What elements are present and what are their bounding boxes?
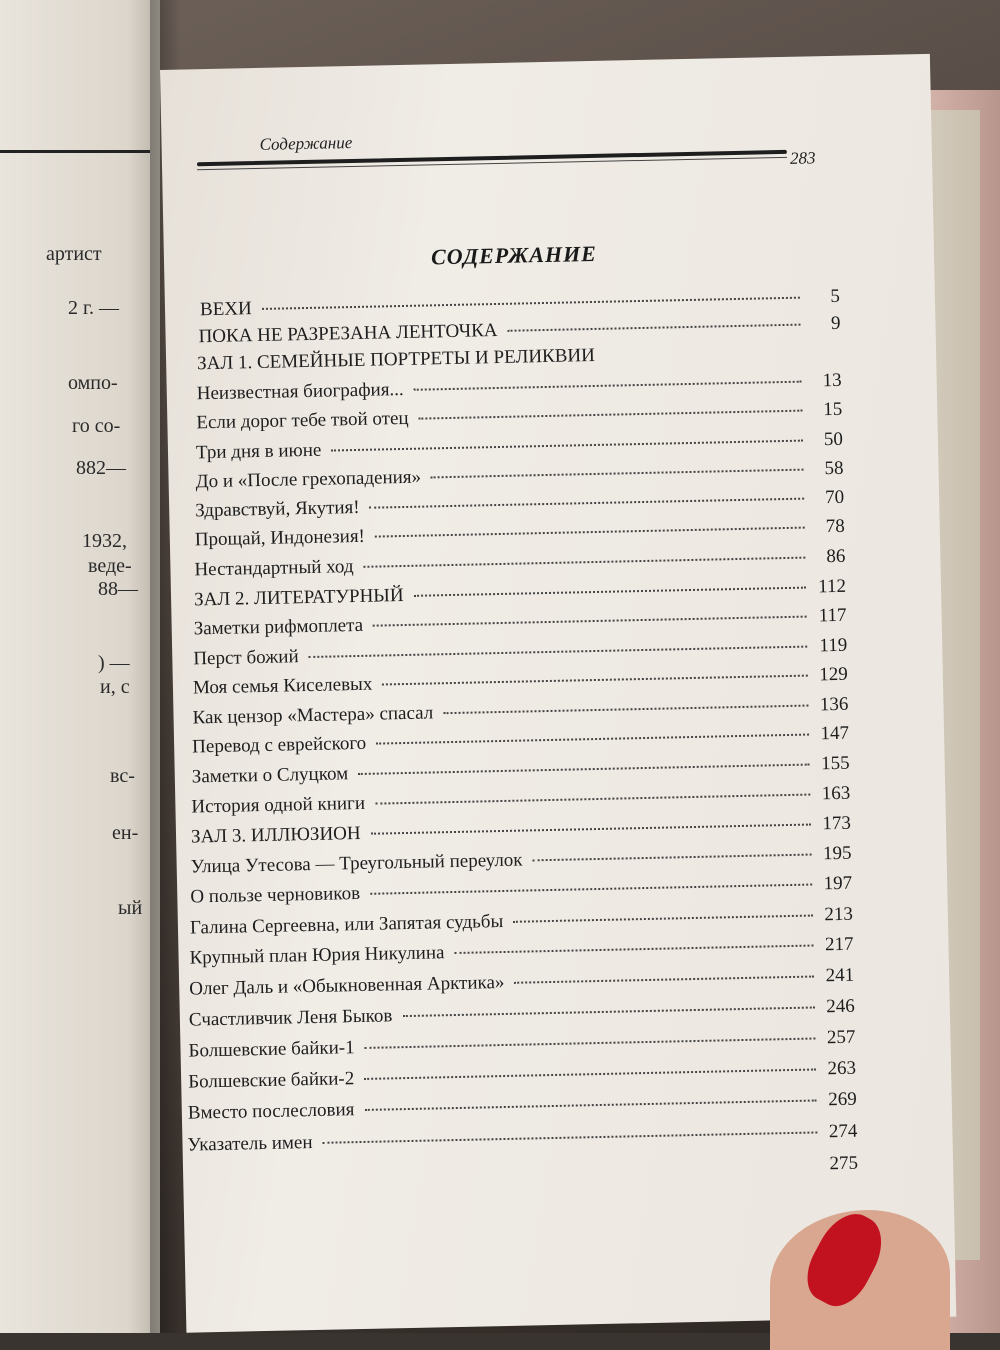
toc-entry-page: 117: [818, 604, 847, 627]
toc-leader-dots: [364, 1099, 816, 1110]
left-fragment: артист: [46, 243, 102, 265]
toc-entry-page: 269: [827, 1088, 857, 1111]
toc-leader-dots: [262, 297, 800, 310]
toc-entry-page: 112: [817, 575, 847, 598]
toc-entry-page: 246: [826, 995, 855, 1018]
left-fragment: омпо-: [68, 372, 118, 394]
toc-leader-dots: [443, 705, 808, 715]
toc-leader-dots: [370, 498, 805, 509]
toc-trailing-page: 275: [829, 1152, 859, 1175]
left-fragment: го со-: [72, 415, 121, 437]
toc-entry-title: Прощай, Индонезия!: [194, 525, 366, 551]
toc-entry-page: 257: [826, 1026, 856, 1049]
toc-entry-page: 13: [822, 369, 842, 392]
right-page: [160, 54, 956, 1333]
toc-entry-page: 129: [819, 663, 849, 686]
left-page: [0, 0, 160, 1333]
toc-entry-title: Моя семья Киселевых: [192, 673, 373, 699]
toc-leader-dots: [414, 587, 806, 597]
toc-entry-title: Три дня в июне: [195, 439, 322, 464]
toc-entry-page: 173: [822, 812, 852, 835]
toc-entry-page: 78: [825, 515, 845, 538]
toc-entry-title: ВЕХИ: [199, 298, 252, 321]
left-fragment: ен-: [112, 822, 139, 844]
toc-entry-title: Болшевские байки-1: [188, 1037, 355, 1062]
toc-leader-dots: [309, 646, 808, 658]
toc-entry-title: Заметки о Слуцком: [191, 763, 349, 788]
toc-entry-page: 5: [830, 285, 841, 308]
toc-entry-page: 195: [822, 842, 852, 865]
toc-entry-page: 86: [826, 545, 846, 568]
toc-leader-dots: [375, 527, 805, 538]
toc-entry-title: Перевод с еврейского: [191, 732, 367, 758]
toc-leader-dots: [431, 469, 804, 479]
toc-entry-page: 147: [820, 722, 850, 745]
toc-entry-title: Как цензор «Мастера» спасал: [192, 702, 434, 729]
toc-leader-dots: [419, 410, 803, 420]
toc-entry-page: 241: [825, 964, 855, 987]
toc-entry-page: 50: [823, 428, 844, 451]
toc-entry-title: История одной книги: [191, 792, 366, 818]
toc-leader-dots: [514, 976, 814, 984]
toc-entry-page: 136: [819, 693, 849, 716]
left-fragment: 2 г. —: [68, 297, 119, 319]
toc-entry-title: Перст божий: [193, 646, 299, 670]
toc-leader-dots: [414, 381, 802, 391]
toc-leader-dots: [533, 854, 812, 862]
left-fragment: ) —: [98, 652, 130, 674]
toc-entry-title: ЗАЛ 2. ЛИТЕРАТУРНЫЙ: [193, 585, 404, 611]
toc-leader-dots: [323, 1131, 818, 1143]
toc-entry-page: 263: [827, 1057, 857, 1080]
toc-entry-title: Вместо послесловия: [187, 1099, 355, 1124]
toc-entry-title: Галина Сергеевна, или Запятая судьбы: [189, 911, 504, 939]
toc-entry-page: 9: [830, 312, 841, 335]
toc-entry-page: 15: [823, 398, 843, 421]
toc-entry-page: 217: [824, 933, 854, 956]
toc-leader-dots: [454, 945, 813, 955]
page-number: 283: [789, 148, 816, 168]
toc-entry-title: Заметки рифмоплета: [193, 614, 364, 640]
toc-entry-title: ЗАЛ 1. СЕМЕЙНЫЕ ПОРТРЕТЫ И РЕЛИКВИИ: [196, 344, 596, 375]
toc-leader-dots: [402, 1006, 814, 1017]
toc-entry-page: 163: [821, 782, 851, 805]
toc-entry-title: Крупный план Юрия Никулина: [189, 942, 445, 969]
toc-entry-page: 274: [828, 1120, 858, 1143]
left-fragment: 882—: [76, 457, 126, 479]
toc-entry-title: Указатель имен: [187, 1132, 313, 1156]
left-fragment: 88—: [98, 578, 138, 600]
toc-entry-page: 155: [820, 752, 850, 775]
toc-entry-page: 197: [823, 872, 853, 895]
toc-entry-title: Здравствуй, Якутия!: [195, 496, 360, 522]
left-fragment: и, с: [100, 676, 130, 698]
toc-entry-page: 213: [824, 903, 854, 926]
left-fragment: вс-: [110, 765, 135, 787]
table-of-contents: [165, 285, 865, 1175]
toc-leader-dots: [376, 734, 809, 745]
toc-leader-dots: [331, 440, 803, 452]
toc-leader-dots: [371, 824, 811, 835]
running-header-label: Содержание: [259, 132, 353, 154]
toc-entry-title: Если дорог тебе твой отец: [196, 407, 409, 434]
toc-entry-title: ПОКА НЕ РАЗРЕЗАНА ЛЕНТОЧКА: [198, 319, 498, 348]
left-fragment: ый: [118, 897, 143, 919]
toc-entry-page: 70: [824, 486, 845, 509]
toc-leader-dots: [382, 675, 808, 686]
toc-entry-title: Болшевские байки-2: [187, 1068, 355, 1093]
toc-leader-dots: [507, 324, 800, 332]
toc-entry-title: Нестандартный ход: [194, 556, 354, 581]
toc-entry-page: 58: [824, 457, 844, 480]
toc-entry-title: До и «После грехопадения»: [195, 466, 422, 493]
toc-leader-dots: [364, 1068, 816, 1079]
toc-entry-title: ЗАЛ 3. ИЛЛЮЗИОН: [190, 822, 361, 848]
toc-leader-dots: [358, 764, 810, 775]
toc-leader-dots: [513, 915, 813, 923]
left-fragment: 1932,: [82, 530, 127, 552]
toc-entry-title: О пользе черновиков: [190, 882, 361, 908]
toc-entry-title: Улица Утесова — Треугольный переулок: [190, 849, 523, 878]
toc-entry-title: Счастливчик Леня Быков: [188, 1005, 393, 1031]
toc-entry-title: Олег Даль и «Обыкновенная Арктика»: [189, 971, 505, 1000]
left-fragment: веде-: [88, 555, 132, 577]
toc-title: СОДЕРЖАНИЕ: [430, 240, 598, 270]
toc-leader-dots: [370, 884, 812, 895]
toc-leader-dots: [365, 1037, 816, 1048]
toc-entry-page: [811, 356, 841, 357]
toc-leader-dots: [375, 794, 810, 805]
toc-entry-page: 119: [819, 634, 848, 657]
toc-entry-title: Неизвестная биография...: [196, 378, 404, 405]
left-header-rule: [0, 150, 150, 153]
toc-leader-dots: [364, 557, 806, 568]
toc-leader-dots: [373, 616, 807, 627]
